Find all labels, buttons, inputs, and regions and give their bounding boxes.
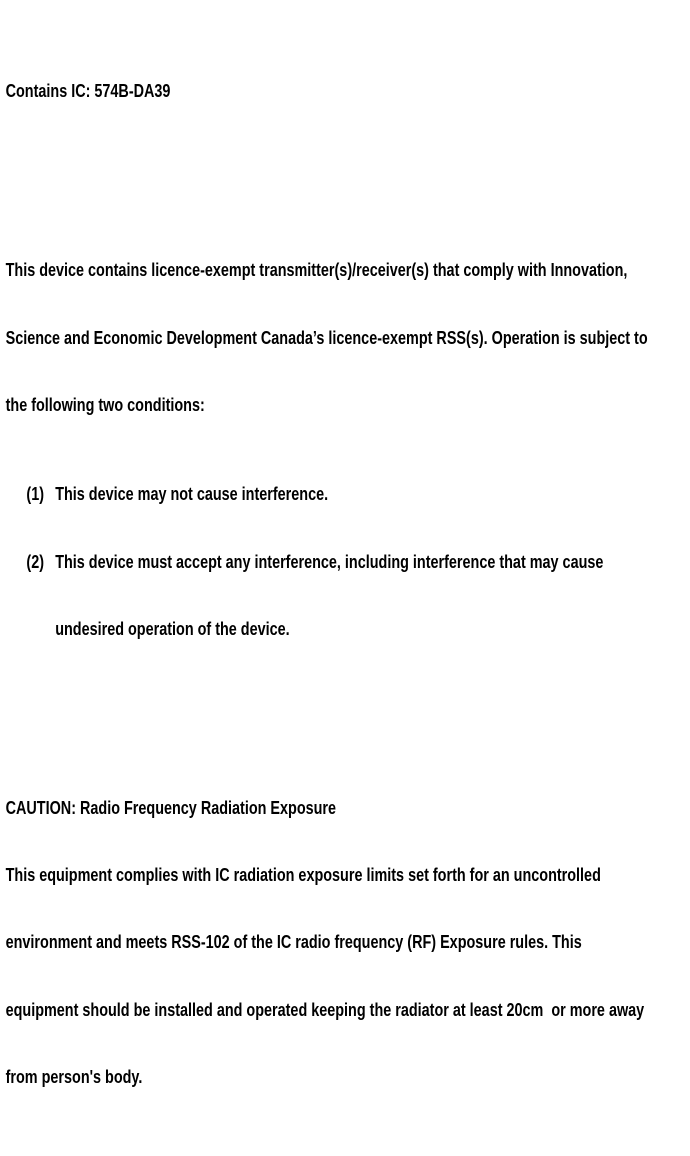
condition-2-text-line-1: This device must accept any interference, including interference that may cause (55, 551, 604, 572)
caution-heading: CAUTION: Radio Frequency Radiation Exposure (5, 798, 337, 819)
caution-line-3: equipment should be installed and operated keeping the radiator at least 20cm or more away (5, 999, 645, 1020)
caution-line-1: This equipment complies with IC radiation exposure limits set forth for an uncontrolled (5, 865, 601, 886)
blank-line (6, 170, 690, 192)
condition-item-1 (6, 483, 690, 505)
statement-line-3: the following two conditions: (5, 394, 205, 415)
statement-line-2: Science and Economic Development Canada’s licence-exempt RSS(s). Operation is subject to (5, 327, 648, 348)
contains-ic-line: Contains IC: 574B-DA39 (5, 81, 171, 102)
statement-line-1: This device contains licence-exempt transmitter(s)/receiver(s) that comply with Innovation, (5, 260, 628, 281)
condition-1-text: This device may not cause interference. (55, 484, 329, 505)
caution-line-4: from person's body. (5, 1066, 143, 1087)
condition-1-number: (1) (26, 484, 44, 505)
condition-2-text-line-2: undesired operation of the device. (55, 618, 290, 639)
blank-line (6, 707, 690, 729)
caution-line-2: environment and meets RSS-102 of the IC radio frequency (RF) Exposure rules. This (5, 932, 582, 953)
condition-2-number: (2) (26, 551, 44, 572)
condition-item-2 (6, 551, 690, 573)
